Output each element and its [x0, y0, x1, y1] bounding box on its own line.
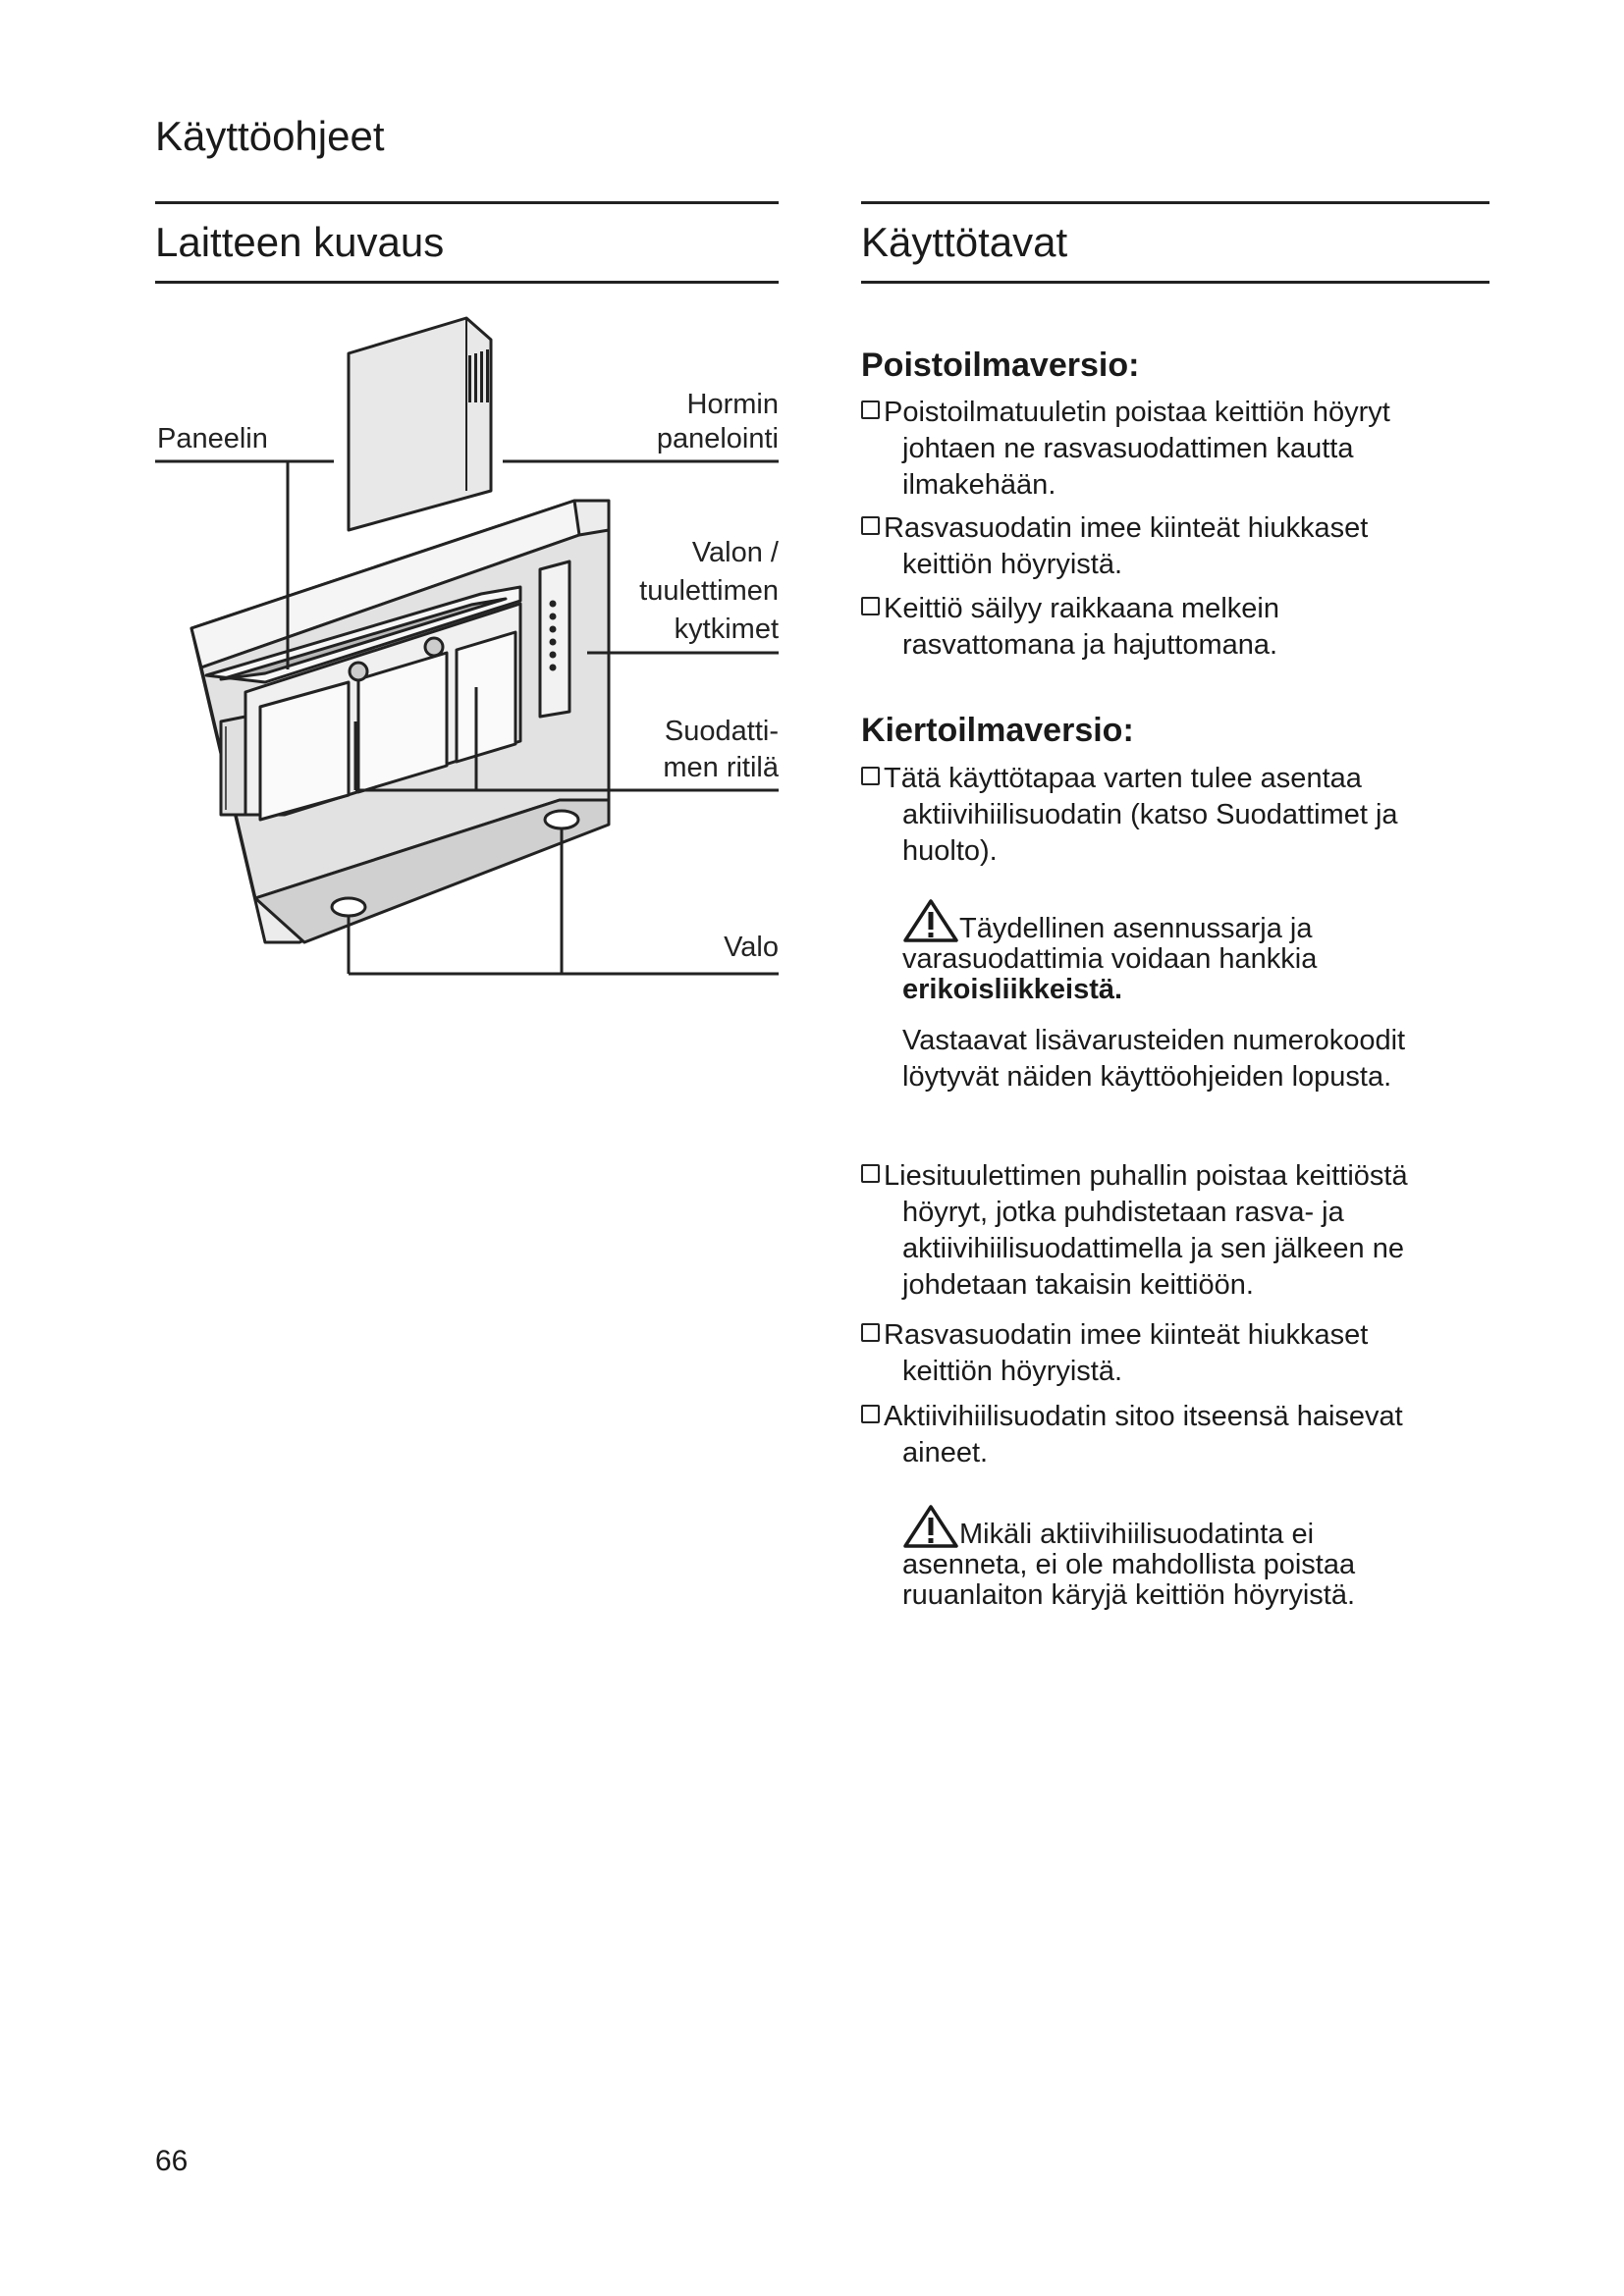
- warning-note-1: Täydellinen asennussarja ja varasuodattimia voidaan hankkia erikoisliikkeistä.: [902, 898, 1491, 1005]
- checkbox-bullet-icon: [861, 400, 880, 419]
- page-number: 66: [155, 2145, 189, 2177]
- list-item: Rasvasuodatin imee kiinteät hiukkaset keittiön höyryistä.: [861, 1317, 1489, 1390]
- section-title-usage: Käyttötavat: [861, 219, 1068, 265]
- warning-triangle-icon: [902, 1504, 959, 1549]
- checkbox-bullet-icon: [861, 1405, 880, 1423]
- control-panel: [540, 561, 569, 717]
- label-valon-2: tuulettimen: [639, 575, 779, 607]
- bottom-rule: [861, 281, 1489, 284]
- light-right: [545, 811, 578, 828]
- list-item: Aktiivihiilisuodatin sitoo itseensä haisevat aineet.: [861, 1399, 1489, 1471]
- list-item: Rasvasuodatin imee kiinteät hiukkaset keittiön höyryistä.: [861, 510, 1489, 583]
- label-valo: Valo: [724, 932, 779, 963]
- section-title-device: Laitteen kuvaus: [155, 219, 445, 265]
- list-item: Liesituulettimen puhallin poistaa keittiöstä höyryt, jotka puhdistetaan rasva- ja aktiivihiilisuodattimella ja sen jälkeen ne johdetaan takaisin keittiöön.: [861, 1158, 1489, 1304]
- label-hormin-1: Hormin: [686, 389, 779, 420]
- usage-modes-section: [861, 201, 1489, 284]
- warning-triangle-icon: [902, 898, 959, 943]
- label-paneelin: Paneelin: [157, 423, 268, 454]
- filter-panel-right: [457, 632, 515, 762]
- list-item: Keittiö säilyy raikkaana melkein rasvattomana ja hajuttomana.: [861, 591, 1489, 664]
- label-suodatti-2: men ritilä: [663, 752, 779, 783]
- list-item: Poistoilmatuuletin poistaa keittiön höyryt johtaen ne rasvasuodattimen kautta ilmakehään.: [861, 395, 1489, 504]
- hood-diagram: [147, 304, 785, 991]
- light-left: [332, 898, 365, 916]
- checkbox-bullet-icon: [861, 1164, 880, 1183]
- list-item: Tätä käyttötapaa varten tulee asentaa aktiivihiilisuodatin (katso Suodattimet ja huolto).: [861, 761, 1489, 870]
- page-title: Käyttöohjeet: [155, 113, 385, 159]
- accessory-note: Vastaavat lisävarusteiden numerokoodit löytyvät näiden käyttöohjeiden lopusta.: [902, 1025, 1406, 1093]
- checkbox-bullet-icon: [861, 767, 880, 785]
- label-valon-3: kytkimet: [674, 614, 779, 645]
- label-suodatti-1: Suodatti-: [664, 716, 779, 747]
- filter-panel-left: [260, 682, 349, 820]
- warning-note-2: Mikäli aktiivihiilisuodatinta ei asenneta, ei ole mahdollista poistaa ruuanlaiton käryjä keittiön höyryistä.: [902, 1504, 1491, 1611]
- bottom-rule: [155, 281, 779, 284]
- checkbox-bullet-icon: [861, 1323, 880, 1342]
- checkbox-bullet-icon: [861, 597, 880, 615]
- chimney-cover: [349, 318, 491, 530]
- device-description-section: [155, 201, 779, 284]
- checkbox-bullet-icon: [861, 516, 880, 535]
- label-hormin-2: panelointi: [656, 423, 779, 454]
- heading-poistoilma: Poistoilmaversio:: [861, 347, 1140, 384]
- label-valon-1: Valon /: [691, 537, 779, 568]
- heading-kiertoilma: Kiertoilmaversio:: [861, 712, 1134, 749]
